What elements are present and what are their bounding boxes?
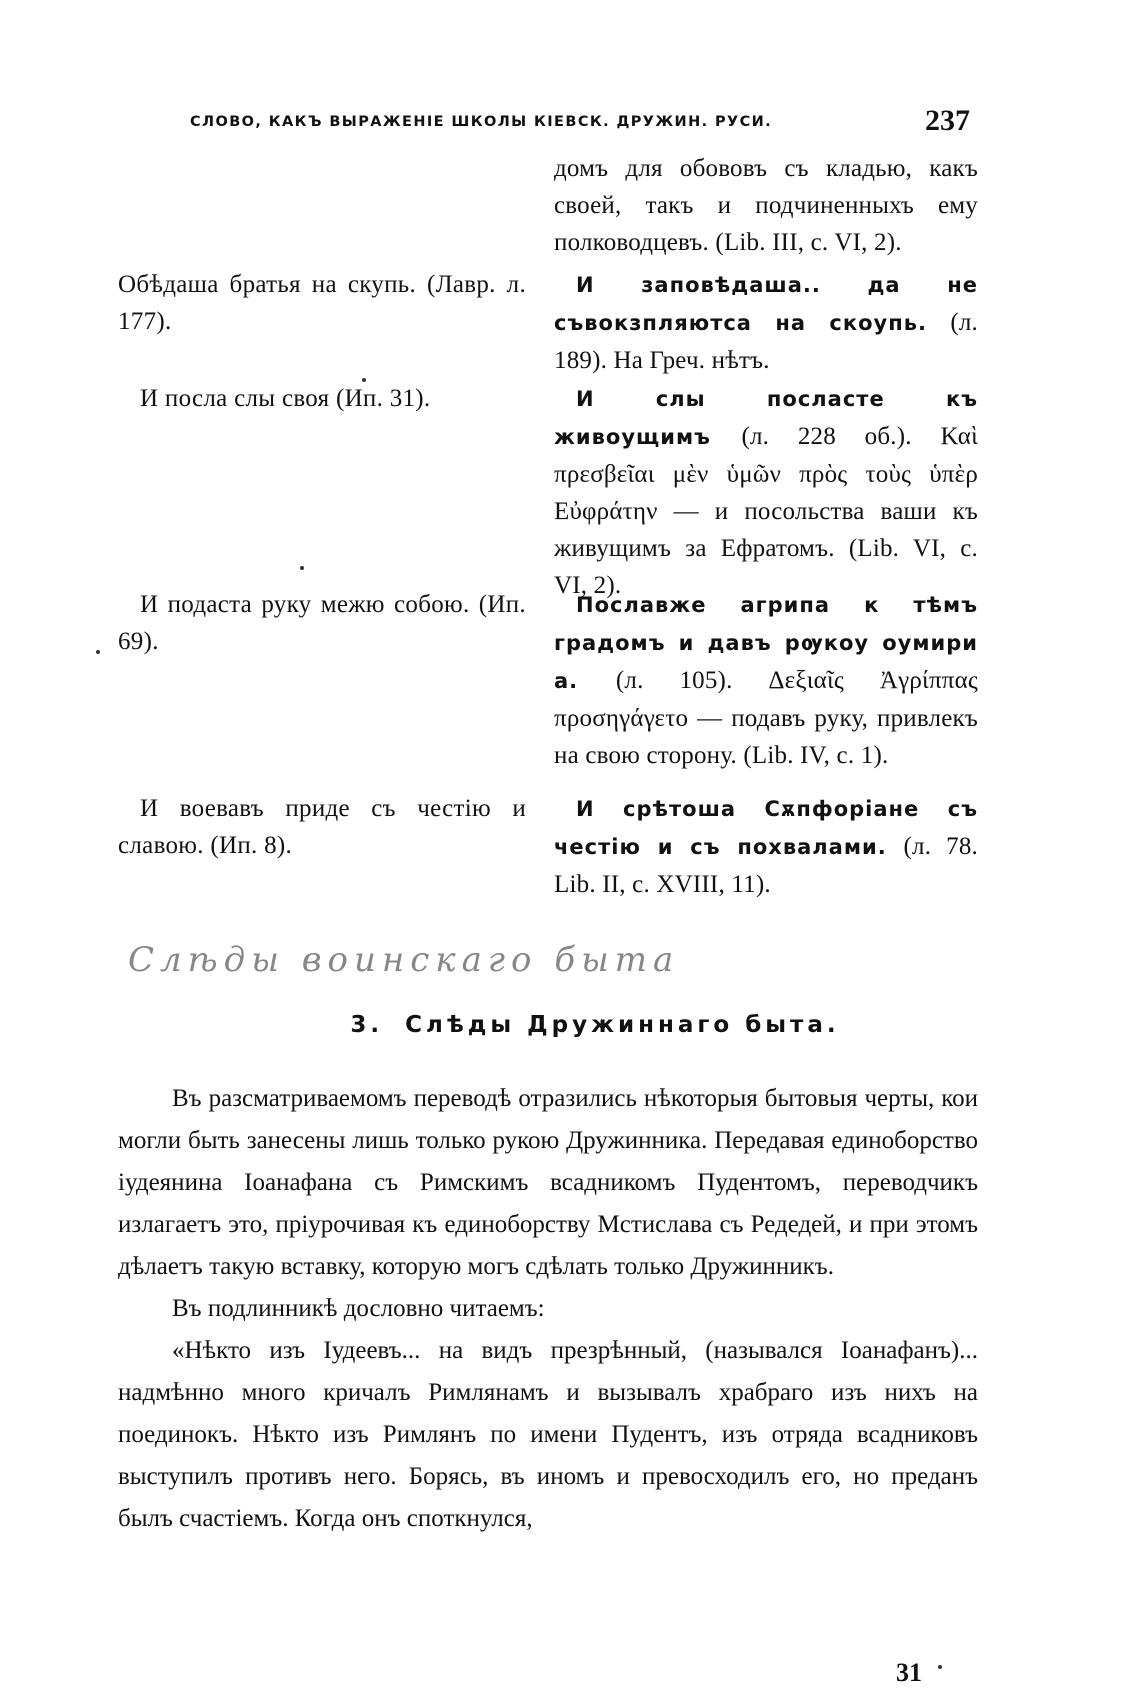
translation-text: (л. 228 об.). Καὶ πρεσβεῖαι μὲν ὑμῶν πρὸς τοὺς ὑπὲρ Εὐφράτην — и посольства ваши къ живущимъ за Ефратомъ. (Lib. VI, c. VI, 2).	[554, 423, 979, 599]
greek-translation-column	[554, 150, 978, 261]
section-title: Слѣды Дружиннаго быта.	[405, 1012, 840, 1038]
translation-text: (л. 78. Lib. II, c. XVIII, 11).	[554, 833, 979, 898]
chronicle-text: И подаста руку межю собою. (Ип. 69).	[118, 591, 526, 655]
print-speck	[362, 378, 366, 382]
church-slavonic-quote: И слы посласте къ живоущимъ	[554, 387, 978, 449]
chronicle-text: И посла слы своя (Ип. 31).	[140, 385, 431, 412]
signature-mark: 31	[896, 1658, 922, 1687]
chronicle-text: И воевавъ приде съ честію и славою. (Ип. 8).	[118, 795, 526, 859]
paragraph: Въ подлинникѣ дословно читаемъ:	[172, 1295, 545, 1322]
chronicle-quote	[118, 790, 526, 864]
chronicle-quote	[118, 586, 526, 660]
greek-translation-column	[554, 586, 978, 774]
church-slavonic-quote: Пославже агрипа к тѣмъ градомъ и давъ рѹкоу оумири а.	[554, 593, 978, 693]
greek-translation-column	[554, 790, 978, 903]
running-head	[190, 104, 970, 144]
body-text	[118, 1078, 978, 1540]
church-slavonic-quote: И заповѣдаша.. да не съвокзпляютса на скоупь.	[554, 273, 978, 335]
translation-text: (л. 105). Δεξιαῖς Ἀγρίππας προσηγάγετο — подавъ руку, привлекъ на свою сторону. (Lib. IV, c. 1).	[554, 667, 978, 769]
print-speck	[96, 650, 100, 654]
paragraph: Въ разсматриваемомъ переводѣ отразились нѣкоторыя бытовыя черты, кои могли быть занесены лишь только рукою Дружинника. Передавая единоборство іудеянина Іоанафана съ Римскимъ всадникомъ Пудентомъ, переводчикъ излагаетъ это, пріурочивая къ единоборству Мстислава съ Редедей, и при этомъ дѣлаетъ такую вставку, которую могъ сдѣлать только Дружинникъ.	[118, 1085, 978, 1280]
church-slavonic-quote: И срѣтоша Сѫпфоріане съ честію и съ похвалами.	[554, 797, 978, 859]
section-number: 3.	[350, 1012, 384, 1038]
handwritten-annotation: Слѣды воинскаго быта	[128, 940, 680, 980]
greek-translation-column	[554, 266, 978, 379]
section-heading	[0, 1012, 1140, 1038]
print-speck	[938, 1665, 942, 1669]
print-speck	[300, 566, 304, 570]
quotation-paragraph: «Нѣкто изъ Іудеевъ... на видъ презрѣнный, (назывался Іоанафанъ)... надмѣнно много кричалъ Римлянамъ и вызывалъ храбраго изъ нихъ на поединокъ. Нѣкто изъ Римлянъ по имени Пудентъ, изъ отряда всадниковъ выступилъ противъ него. Борясь, въ иномъ и превосходилъ его, но преданъ былъ счастіемъ. Когда онъ споткнулся,	[118, 1337, 978, 1532]
chronicle-text: Обѣдаша братья на скупь. (Лавр. л. 177).	[118, 271, 526, 335]
greek-translation-column	[554, 380, 978, 604]
chronicle-quote	[118, 380, 526, 417]
translation-text: (л. 189). На Греч. нѣтъ.	[554, 309, 978, 374]
running-title: СЛОВО, КАКЪ ВЫРАЖЕНІЕ ШКОЛЫ КІЕВСК. ДРУЖИН. РУСИ.	[190, 114, 773, 130]
page-number: 237	[925, 104, 970, 137]
chronicle-quote	[118, 266, 526, 340]
translation-text: домъ для обововъ съ кладью, какъ своей, такъ и подчиненныхъ ему полководцевъ. (Lib. III, c. VI, 2).	[554, 155, 978, 256]
